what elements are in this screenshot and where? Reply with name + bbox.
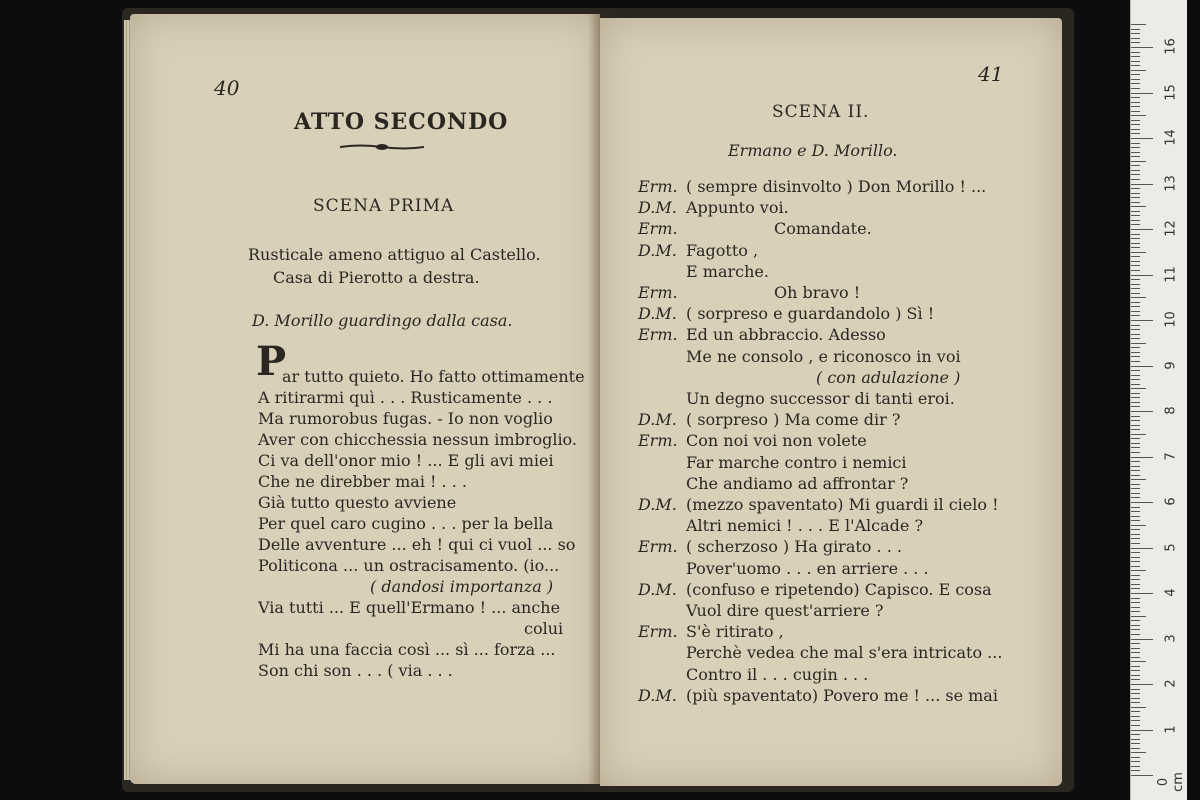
ruler-tick: [1131, 356, 1140, 357]
ruler-tick: [1131, 320, 1153, 321]
ruler-tick: [1131, 261, 1140, 262]
ruler-tick: [1131, 147, 1140, 148]
ruler-tick: [1131, 52, 1140, 53]
ruler-tick: [1131, 420, 1140, 421]
verse-line: Politicona ... un ostracisamento. (io...: [258, 556, 560, 575]
ruler-tick: [1131, 702, 1140, 703]
ruler-tick: [1131, 561, 1140, 562]
ruler-tick: [1131, 743, 1140, 744]
verse-line: Delle avventure ... eh ! qui ci vuol ... so: [258, 535, 576, 554]
dialogue-line: Che andiamo ad affrontar ?: [686, 473, 909, 493]
ruler-tick: [1131, 256, 1140, 257]
ruler-tick: [1131, 33, 1140, 34]
ruler-tick: [1131, 548, 1153, 549]
ruler-label: 7: [1163, 451, 1179, 461]
ruler-tick: [1131, 61, 1140, 62]
ruler-tick: [1131, 325, 1140, 326]
ruler-tick: [1131, 443, 1140, 444]
ruler-tick: [1131, 475, 1140, 476]
speaker-label: Erm.: [638, 325, 678, 345]
ruler-tick: [1131, 224, 1140, 225]
ruler-tick: [1131, 297, 1146, 298]
speaker-label: D.M.: [638, 495, 677, 514]
ruler-label: 10: [1163, 311, 1179, 328]
ruler-tick: [1131, 70, 1146, 71]
ruler-tick: [1131, 693, 1140, 694]
ruler-tick: [1131, 47, 1153, 48]
ruler-tick: [1131, 83, 1140, 84]
ruler-tick: [1131, 270, 1140, 271]
ruler-tick: [1131, 652, 1140, 653]
verse-line: A ritirarmi quì . . . Rusticamente . . .: [258, 388, 553, 407]
ruler-tick: [1131, 675, 1140, 676]
speaker-label: D.M.: [638, 685, 677, 705]
right-page: [600, 18, 1062, 786]
ruler-tick: [1131, 370, 1140, 371]
ruler-tick: [1131, 302, 1140, 303]
ruler-tick: [1131, 38, 1140, 39]
ruler-tick: [1131, 311, 1140, 312]
ruler-label: 12: [1163, 220, 1179, 237]
dialogue-line: (mezzo spaventato) Mi guardi il cielo !: [686, 495, 999, 514]
ruler-tick: [1131, 579, 1140, 580]
left-page: [130, 14, 600, 784]
ruler-tick: [1131, 247, 1140, 248]
dialogue-line: ( scherzoso ) Ha girato . . .: [686, 537, 902, 557]
ruler-tick: [1131, 165, 1140, 166]
ruler-tick: [1131, 361, 1140, 362]
dialogue-line: Con noi voi non volete: [686, 431, 867, 451]
ruler-tick: [1131, 347, 1140, 348]
dialogue-line: (confuso e ripetendo) Capisco. E cosa: [686, 579, 992, 599]
ruler-tick: [1131, 243, 1140, 244]
ruler-label: 4: [1163, 588, 1179, 597]
ruler-tick: [1131, 516, 1140, 517]
ruler-label: 16: [1163, 38, 1179, 55]
speaker-label: Erm.: [638, 431, 678, 451]
verse-line: Che ne direbber mai ! . . .: [258, 472, 467, 491]
ruler-tick: [1131, 734, 1140, 735]
speaker-label: D.M.: [638, 198, 677, 218]
drop-cap: P: [256, 338, 287, 385]
ruler-tick: [1131, 275, 1153, 276]
ruler-tick: [1131, 279, 1140, 280]
verse-line: Già tutto questo avviene: [258, 493, 457, 512]
ruler-tick: [1131, 111, 1140, 112]
speaker-label: Erm.: [638, 537, 678, 557]
ruler-tick: [1131, 74, 1140, 75]
ruler-tick: [1131, 352, 1140, 353]
dialogue-line: Appunto voi.: [686, 198, 789, 218]
dialogue-line: ( sempre disinvolto ) Don Morillo ! ...: [686, 177, 987, 196]
ruler-tick: [1131, 493, 1140, 494]
ruler-tick: [1131, 215, 1140, 216]
ruler-tick: [1131, 138, 1153, 139]
ruler-tick: [1131, 234, 1140, 235]
ruler-tick: [1131, 329, 1140, 330]
ruler-tick: [1131, 252, 1146, 253]
ruler-tick: [1131, 689, 1140, 690]
ruler-label: 0 cm: [1156, 772, 1186, 792]
setting-line: Casa di Pierotto a destra.: [273, 268, 480, 287]
ruler-tick: [1131, 720, 1140, 721]
ruler-tick: [1131, 384, 1140, 385]
ruler-label: 9: [1163, 360, 1179, 370]
ruler-tick: [1131, 202, 1140, 203]
ruler-tick: [1131, 575, 1140, 576]
act-title: ATTO SECONDO: [294, 109, 509, 135]
ruler-tick: [1131, 393, 1140, 394]
dialogue-line: E marche.: [686, 261, 769, 281]
ruler-tick: [1131, 179, 1140, 180]
ruler-tick: [1131, 88, 1140, 89]
ruler-tick: [1131, 174, 1140, 175]
ruler-tick: [1131, 684, 1153, 685]
ruler-tick: [1131, 429, 1140, 430]
ruler-tick: [1131, 566, 1140, 567]
ruler-tick: [1131, 156, 1140, 157]
ruler-tick: [1131, 343, 1146, 344]
ruler-tick: [1131, 620, 1140, 621]
ruler-tick: [1131, 543, 1140, 544]
ruler-tick: [1131, 584, 1140, 585]
speaker-label: D.M.: [638, 240, 677, 260]
ruler-tick: [1131, 552, 1140, 553]
page-number: 40: [214, 76, 240, 100]
verse-line: Ma rumorobus fugas. - Io non voglio: [258, 409, 553, 428]
ruler-tick: [1131, 529, 1140, 530]
ruler-tick: [1131, 461, 1140, 462]
setting-line: Rusticale ameno attiguo al Castello.: [248, 245, 541, 264]
ruler-tick: [1131, 775, 1153, 776]
ruler-tick: [1131, 338, 1140, 339]
ruler-tick: [1131, 698, 1140, 699]
speaker-label: D.M.: [638, 410, 677, 430]
verse-line: Per quel caro cugino . . . per la bella: [258, 514, 554, 533]
verse-line: Aver con chicchessia nessun imbroglio.: [258, 430, 577, 449]
dialogue-line: Altri nemici ! . . . E l'Alcade ?: [686, 516, 924, 536]
dialogue-line: S'è ritirato ,: [686, 622, 784, 642]
verse-line: Via tutti ... E quell'Ermano ! ... anche: [258, 598, 561, 617]
verse-line: Ci va dell'onor mio ! ... E gli avi miei: [258, 451, 554, 470]
dialogue-line: Far marche contro i nemici: [686, 452, 907, 472]
ruler-tick: [1131, 511, 1140, 512]
ruler-tick: [1131, 643, 1140, 644]
ruler-tick: [1131, 106, 1140, 107]
dialogue-line: Oh bravo !: [774, 283, 861, 302]
ruler-tick: [1131, 193, 1140, 194]
ruler-tick: [1131, 406, 1140, 407]
ruler-tick: [1131, 143, 1140, 144]
ruler-tick: [1131, 525, 1146, 526]
dialogue-line: ( con adulazione ): [816, 367, 961, 387]
ruler-tick: [1131, 607, 1140, 608]
stage-direction: ( dandosi importanza ): [370, 577, 554, 596]
verse-line: Mi ha una faccia così ... sì ... forza ...: [258, 640, 556, 659]
ruler-label: 15: [1163, 83, 1179, 101]
ruler-tick: [1131, 56, 1140, 57]
ruler-tick: [1131, 211, 1140, 212]
ruler-tick: [1131, 625, 1140, 626]
ruler-tick: [1131, 602, 1140, 603]
dialogue-line: Comandate.: [774, 219, 872, 239]
ruler-tick: [1131, 220, 1140, 221]
ruler-tick: [1131, 188, 1140, 189]
ruler-tick: [1131, 452, 1140, 453]
ruler-tick: [1131, 425, 1140, 426]
ruler-label: 14: [1163, 129, 1179, 146]
ruler-tick: [1131, 711, 1140, 712]
ruler-tick: [1131, 184, 1153, 185]
speaker-label: D.M.: [638, 304, 677, 324]
ruler-tick: [1131, 616, 1146, 617]
ruler-tick: [1131, 707, 1146, 708]
ruler-tick: [1131, 520, 1140, 521]
ruler-tick: [1131, 657, 1140, 658]
ruler-tick: [1131, 725, 1140, 726]
ruler-tick: [1131, 488, 1140, 489]
ruler-tick: [1131, 639, 1153, 640]
ruler-tick: [1131, 679, 1140, 680]
ruler-tick: [1131, 411, 1153, 412]
ruler-tick: [1131, 534, 1140, 535]
ruler-label: 2: [1163, 679, 1179, 688]
ruler-tick: [1131, 229, 1153, 230]
scene-title: SCENA II.: [772, 102, 870, 122]
ruler-tick: [1131, 457, 1153, 458]
ruler-tick: [1131, 470, 1140, 471]
dialogue-line: Un degno successor di tanti eroi.: [686, 389, 955, 408]
ruler-tick: [1131, 79, 1140, 80]
ruler-tick: [1131, 238, 1140, 239]
dialogue-line: Fagotto ,: [686, 240, 759, 260]
ruler-tick: [1131, 152, 1140, 153]
ruler-label: 5: [1163, 542, 1179, 552]
ruler-tick: [1131, 402, 1140, 403]
ruler-tick: [1131, 379, 1140, 380]
ruler-tick: [1131, 124, 1140, 125]
ruler-tick: [1131, 670, 1140, 671]
ruler-tick: [1131, 484, 1140, 485]
ruler-tick: [1131, 502, 1153, 503]
ruler-tick: [1131, 447, 1140, 448]
ruler-tick: [1131, 588, 1140, 589]
verse-line: ar tutto quieto. Ho fatto ottimamente: [282, 367, 585, 386]
ruler-tick: [1131, 479, 1146, 480]
dialogue-line: ( sorpreso ) Ma come dir ?: [686, 410, 901, 430]
ruler-tick: [1131, 434, 1146, 435]
ruler-tick: [1131, 93, 1153, 94]
speaker-label: Erm.: [638, 177, 678, 196]
speaker-label: Erm.: [638, 219, 678, 239]
ruler-tick: [1131, 666, 1140, 667]
ruler-tick: [1131, 206, 1146, 207]
ruler-tick: [1131, 507, 1140, 508]
ruler-tick: [1131, 65, 1140, 66]
ruler-tick: [1131, 315, 1140, 316]
ruler-tick: [1131, 288, 1140, 289]
ruler-tick: [1131, 416, 1140, 417]
ruler-tick: [1131, 284, 1140, 285]
scene-title: SCENA PRIMA: [313, 196, 455, 216]
ruler-tick: [1131, 29, 1140, 30]
page-number: 41: [978, 62, 1004, 86]
ruler-tick: [1131, 42, 1140, 43]
ruler-label: 11: [1163, 265, 1179, 283]
ruler-tick: [1131, 24, 1146, 25]
stage-direction: D. Morillo guardingo dalla casa.: [252, 311, 513, 330]
dialogue-line: Vuol dire quest'arriere ?: [686, 601, 884, 620]
dialogue-line: Perchè vedea che mal s'era intricato ...: [686, 643, 1003, 663]
ruler-tick: [1131, 739, 1140, 740]
ruler-tick: [1131, 730, 1153, 731]
ruler-tick: [1131, 766, 1140, 767]
ruler-tick: [1131, 598, 1140, 599]
verse-line: Son chi son . . . ( via . . .: [258, 661, 453, 680]
ruler-tick: [1131, 334, 1140, 335]
ruler-tick: [1131, 761, 1140, 762]
ruler-tick: [1131, 133, 1140, 134]
ruler-tick: [1131, 748, 1140, 749]
dialogue-line: Pover'uomo . . . en arriere . . .: [686, 558, 929, 578]
ruler-label: 8: [1163, 406, 1179, 415]
ruler-tick: [1131, 770, 1140, 771]
ruler-tick: [1131, 170, 1140, 171]
ruler-tick: [1131, 115, 1146, 116]
ruler-tick: [1131, 293, 1140, 294]
ruler-tick: [1131, 197, 1140, 198]
dialogue-line: Me ne consolo , e riconosco in voi: [686, 346, 961, 366]
ruler-tick: [1131, 265, 1140, 266]
ruler-tick: [1131, 716, 1140, 717]
verse-line: colui: [524, 619, 564, 638]
dialogue-line: Contro il . . . cugin . . .: [686, 664, 869, 684]
ruler-label: 13: [1163, 174, 1179, 192]
ruler-label: 6: [1163, 497, 1179, 506]
ruler-tick: [1131, 648, 1140, 649]
ruler-tick: [1131, 161, 1146, 162]
ruler-label: 1: [1163, 724, 1179, 734]
ruler-tick: [1131, 757, 1140, 758]
ruler-tick: [1131, 438, 1140, 439]
speaker-label: D.M.: [638, 579, 677, 599]
ruler-tick: [1131, 375, 1140, 376]
ruler-tick: [1131, 306, 1140, 307]
ruler-tick: [1131, 497, 1140, 498]
ruler-tick: [1131, 120, 1140, 121]
ruler-label: 3: [1163, 633, 1179, 643]
ruler-tick: [1131, 466, 1140, 467]
ruler-tick: [1131, 629, 1140, 630]
ruler-tick: [1131, 397, 1140, 398]
ruler-tick: [1131, 752, 1146, 753]
ruler-tick: [1131, 388, 1146, 389]
ruler-tick: [1131, 661, 1146, 662]
ruler-tick: [1131, 570, 1146, 571]
speaker-label: Erm.: [638, 622, 678, 642]
ruler-tick: [1131, 129, 1140, 130]
measurement-ruler: [1130, 0, 1187, 800]
ruler-tick: [1131, 366, 1153, 367]
ruler-tick: [1131, 593, 1153, 594]
ornament-divider-icon: [340, 142, 424, 152]
dialogue-line: (più spaventato) Povero me ! ... se mai: [686, 685, 998, 705]
speaker-label: Erm.: [638, 283, 678, 302]
ruler-tick: [1131, 557, 1140, 558]
ruler-tick: [1131, 97, 1140, 98]
ruler-tick: [1131, 634, 1140, 635]
ruler-tick: [1131, 538, 1140, 539]
dialogue-line: Ed un abbraccio. Adesso: [686, 325, 886, 345]
ruler-tick: [1131, 102, 1140, 103]
dialogue-line: ( sorpreso e guardandolo ) Sì !: [686, 304, 935, 324]
ruler-tick: [1131, 611, 1140, 612]
characters-line: Ermano e D. Morillo.: [728, 141, 898, 160]
